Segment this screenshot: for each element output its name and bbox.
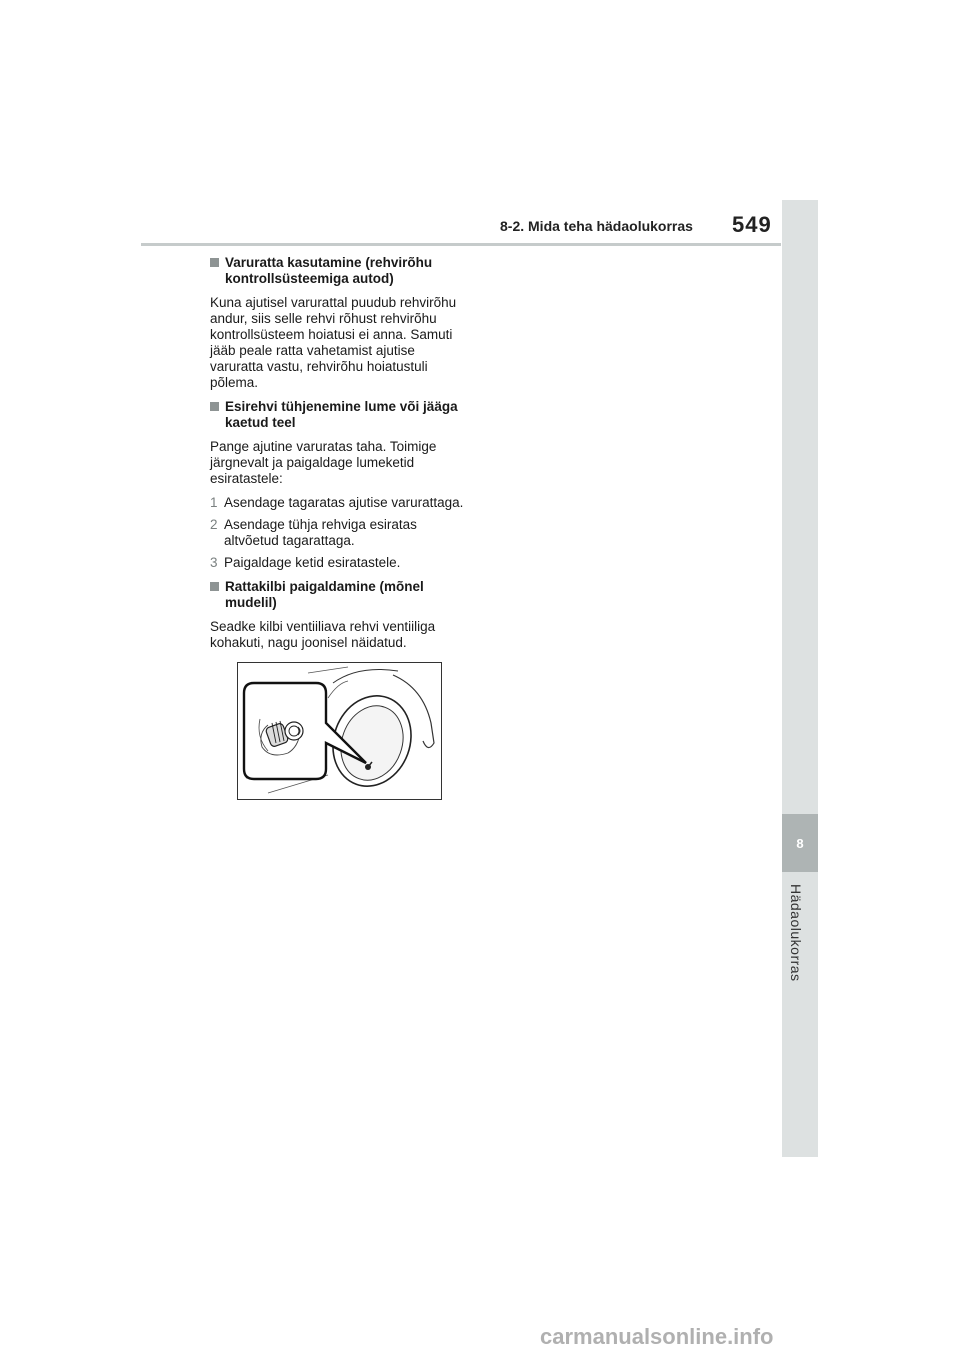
section-title: 8-2. Mida teha hädaolukorras (500, 218, 693, 234)
paragraph-wheel-cover: Seadke kilbi ventiiliava rehvi ventiiliga kohakuti, nagu joonisel näidatud. (210, 619, 436, 650)
wheel-cover-illustration (237, 662, 442, 800)
heading-wheel-cover (210, 579, 468, 611)
paragraph-spare-wheel: Kuna ajutisel varurattal puudub rehvirõhu andur, siis selle rehvi rõhust rehvirõhu kontrollsüsteem hoiatusi ei anna. Samuti jääb peale ratta vahetamist ajutise varuratta vastu, rehvirõhu hoiatustuli põlema. (210, 295, 457, 390)
heading-front-tire (210, 399, 468, 431)
heading-text: Rattakilbi paigaldamine (mõnel mudelil) (225, 579, 424, 610)
step-text: Paigaldage ketid esiratastele. (224, 555, 401, 570)
heading-spare-wheel (210, 255, 468, 287)
step-number: 1 (210, 495, 218, 510)
chapter-number: 8 (782, 814, 818, 872)
page-number: 549 (732, 212, 772, 237)
header-divider (141, 243, 781, 246)
side-tab (782, 200, 818, 1157)
step-number: 2 (210, 517, 218, 532)
paragraph-front-tire: Pange ajutine varuratas taha. Toimige järgnevalt ja paigaldage lumeketid esiratastele: (210, 439, 437, 486)
step-item (210, 495, 468, 511)
step-item (210, 517, 468, 549)
square-bullet-icon (210, 402, 219, 411)
main-content (210, 255, 468, 659)
step-item (210, 555, 468, 571)
step-text: Asendage tühja rehviga esiratas altvõetud tagarattaga. (224, 517, 417, 548)
step-text: Asendage tagaratas ajutise varurattaga. (224, 495, 464, 510)
heading-text: Esirehvi tühjenemine lume või jääga kaetud teel (225, 399, 458, 430)
wheel-valve-diagram (238, 663, 441, 799)
square-bullet-icon (210, 258, 219, 267)
square-bullet-icon (210, 582, 219, 591)
watermark: carmanualsonline.info (540, 1324, 774, 1349)
heading-text: Varuratta kasutamine (rehvirõhu kontrollsüsteemiga autod) (225, 255, 433, 286)
step-number: 3 (210, 555, 218, 570)
chapter-label: Hädaolukorras (788, 884, 804, 982)
